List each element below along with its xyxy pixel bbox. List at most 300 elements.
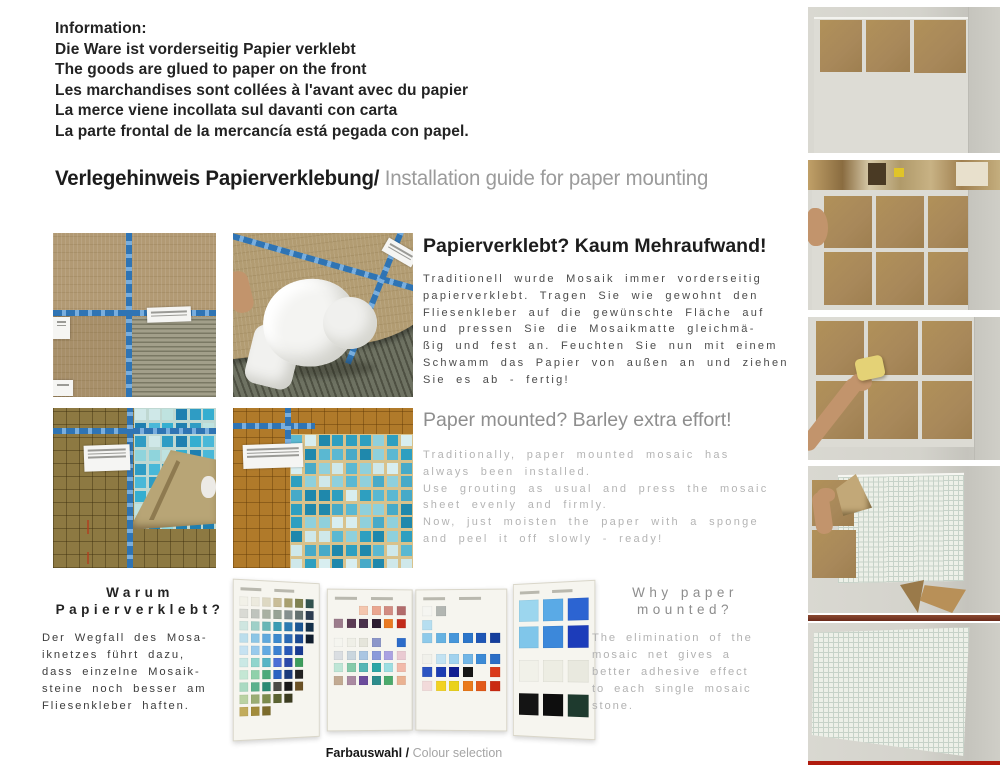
empty-swatch	[489, 606, 499, 616]
caption-en: Colour selection	[412, 746, 503, 760]
color-swatch	[396, 619, 405, 628]
mosaic-tile	[373, 449, 384, 460]
swatch-row	[519, 598, 589, 622]
color-swatch	[384, 619, 393, 628]
color-swatch	[262, 670, 270, 679]
mosaic-tile	[162, 436, 173, 447]
color-swatch	[476, 681, 486, 691]
color-swatch	[489, 667, 499, 677]
mosaic-tile	[346, 504, 357, 515]
text-line: Now, just moisten the paper with a sponge	[423, 516, 759, 529]
mosaic-tile	[203, 409, 214, 420]
mosaic-tile	[319, 559, 330, 568]
color-swatch	[435, 680, 445, 690]
mosaic-tile	[162, 409, 173, 420]
color-swatch	[240, 707, 249, 717]
mosaic-tile	[135, 436, 146, 447]
color-swatch	[273, 622, 281, 631]
color-swatch	[262, 609, 270, 618]
color-swatch	[240, 633, 249, 642]
why-body-de	[42, 630, 242, 715]
mosaic-tile	[135, 409, 146, 420]
fan-spacer	[422, 646, 499, 653]
mosaic-tile	[149, 409, 160, 420]
mosaic-tile	[346, 449, 357, 460]
mosaic-tile	[360, 517, 371, 528]
wall-edge	[968, 7, 969, 153]
mosaic-tile	[346, 476, 357, 487]
text-line: La parte frontal de la mercancía está pegada con papel.	[55, 122, 469, 140]
mosaic-tile	[360, 463, 371, 474]
swatch-row	[422, 667, 499, 677]
color-swatch	[435, 633, 445, 643]
mosaic-tile	[360, 449, 371, 460]
text-line: and peel it off slowly - ready!	[423, 532, 664, 545]
color-swatch	[489, 633, 499, 643]
paper-square	[922, 321, 972, 375]
color-swatch	[240, 596, 249, 606]
mosaic-tile	[305, 517, 316, 528]
tape-vertical	[127, 408, 133, 568]
mosaic-tile	[401, 504, 412, 515]
page-title	[55, 166, 708, 191]
color-swatch	[359, 638, 368, 647]
mosaic-tile	[149, 464, 160, 475]
mosaic-tile	[401, 476, 412, 487]
color-swatch	[422, 680, 432, 690]
mosaic-tile	[360, 559, 371, 568]
color-swatch	[284, 610, 292, 619]
mosaic-tile	[360, 435, 371, 446]
empty-swatch	[346, 606, 355, 615]
color-swatch	[384, 606, 393, 615]
section-heading-en: Paper mounted? Barley extra effort!	[423, 409, 732, 431]
color-swatch	[251, 670, 259, 679]
mosaic-tile	[373, 490, 384, 501]
sheet-label	[53, 317, 70, 339]
color-swatch	[462, 653, 472, 663]
color-swatch	[273, 634, 281, 643]
mosaic-tile	[319, 504, 330, 515]
color-swatch	[295, 658, 303, 667]
photo-wall-step-4	[808, 466, 1000, 613]
photo-wall-step-2	[808, 160, 1000, 310]
color-swatch	[359, 618, 368, 627]
empty-swatch	[306, 705, 314, 714]
color-swatch	[359, 650, 368, 659]
mosaic-tile	[401, 531, 412, 542]
paper-square	[824, 196, 872, 248]
color-swatch	[396, 638, 405, 647]
text-line: always been installed.	[423, 465, 592, 478]
swatch-row	[240, 705, 314, 717]
mosaic-tile	[332, 476, 343, 487]
swatch-row	[422, 680, 499, 690]
empty-swatch	[295, 693, 303, 702]
color-swatch	[384, 663, 393, 672]
color-swatch	[251, 609, 259, 618]
swatch-row	[240, 658, 314, 667]
red-mark	[87, 520, 89, 534]
paper-square	[922, 381, 972, 439]
mosaic-tile	[387, 531, 398, 542]
color-swatch	[240, 695, 249, 704]
mosaic-tile	[346, 545, 357, 556]
color-swatch	[422, 667, 432, 677]
mosaic-tile	[360, 504, 371, 515]
swatch-row	[334, 650, 405, 659]
paper-square	[824, 252, 872, 305]
tape-horizontal	[233, 423, 315, 429]
color-swatch	[462, 633, 472, 643]
mosaic-tile	[319, 517, 330, 528]
color-swatch	[519, 693, 538, 715]
color-swatch	[284, 598, 292, 607]
mosaic-tile	[149, 436, 160, 447]
page-title-de: Verlegehinweis Papierverklebung/	[55, 166, 380, 190]
red-base-line	[808, 761, 1000, 765]
photo-wall-step-3	[808, 317, 1000, 460]
text-line: better adhesive effect	[592, 665, 749, 678]
paper-square	[820, 20, 862, 72]
swatch-row	[240, 693, 314, 704]
color-swatch	[543, 599, 563, 622]
color-swatch	[371, 606, 380, 615]
mosaic-tile	[176, 409, 187, 420]
photo-adhesive-cross	[53, 233, 216, 397]
color-swatch	[284, 658, 292, 667]
swatch-row	[334, 675, 405, 684]
why-body-en	[592, 630, 782, 715]
mosaic-tile	[135, 477, 146, 488]
mosaic-tile	[332, 559, 343, 568]
color-swatch	[306, 599, 314, 608]
color-swatch	[346, 650, 355, 659]
color-swatch	[359, 663, 368, 672]
color-swatch	[262, 694, 270, 703]
mosaic-tile	[305, 490, 316, 501]
color-swatch	[251, 621, 259, 630]
color-swatch	[435, 667, 445, 677]
color-swatch	[240, 646, 249, 655]
swatch-row	[422, 653, 499, 663]
swatch-row	[240, 646, 314, 655]
photo-revealed-mosaic	[233, 408, 413, 568]
paper-square	[868, 381, 918, 439]
mosaic-tile	[305, 463, 316, 474]
mosaic-tile	[319, 476, 330, 487]
color-swatch	[251, 707, 259, 716]
mosaic-tile	[305, 476, 316, 487]
color-swatch	[306, 623, 314, 632]
mosaic-tile	[319, 490, 330, 501]
color-swatch	[568, 598, 589, 621]
mosaic-tile	[332, 449, 343, 460]
color-swatch	[295, 670, 303, 679]
color-swatch	[396, 675, 405, 684]
mosaic-tile	[332, 545, 343, 556]
swatch-row	[519, 660, 589, 683]
mosaic-tile	[149, 450, 160, 461]
color-swatch	[284, 634, 292, 643]
glove-knuckles	[323, 297, 377, 349]
color-swatch	[334, 676, 343, 685]
shelf-edge-line	[808, 615, 1000, 621]
wall-edge	[968, 190, 969, 310]
mosaic-tile	[401, 449, 412, 460]
mosaic-tile	[319, 463, 330, 474]
text-line: La merce viene incollata sul davanti con carta	[55, 102, 398, 120]
mosaic-tile	[291, 490, 302, 501]
color-swatch	[284, 646, 292, 655]
color-swatch	[273, 670, 281, 679]
swatch-row	[240, 670, 314, 680]
empty-swatch	[273, 706, 281, 715]
color-swatch	[543, 626, 563, 648]
colour-fan	[236, 576, 592, 744]
color-swatch	[273, 682, 281, 691]
mosaic-tile	[332, 490, 343, 501]
text-line: Fliesenkleber auf die gewünschte Fläche auf	[423, 306, 765, 319]
empty-swatch	[306, 646, 314, 655]
mosaic-wall-area	[808, 623, 1000, 761]
color-swatch	[396, 663, 405, 672]
color-swatch	[251, 694, 259, 703]
color-swatch	[273, 658, 281, 667]
tape-vertical	[126, 233, 132, 397]
empty-swatch	[334, 606, 343, 615]
text-line: Traditionell wurde Mosaik immer vorderseitig	[423, 273, 763, 285]
swatch-row	[240, 596, 314, 608]
empty-swatch	[306, 681, 314, 690]
mosaic-tile	[387, 476, 398, 487]
color-swatch	[422, 606, 432, 616]
mosaic-tile	[360, 545, 371, 556]
color-swatch	[396, 606, 405, 615]
mosaic-tile	[135, 450, 146, 461]
swatch-row	[334, 606, 405, 615]
mosaic-tile	[387, 463, 398, 474]
photo-wall-step-5	[808, 623, 1000, 761]
red-mark	[87, 552, 89, 564]
text-line: papierverklebt. Tragen Sie wie gewohnt den	[423, 289, 759, 302]
color-swatch	[273, 598, 281, 607]
mosaic-tile	[360, 476, 371, 487]
mosaic-tile	[305, 435, 316, 446]
mosaic-tile	[401, 517, 412, 528]
color-swatch	[295, 599, 303, 608]
text-line: The elimination of the	[592, 632, 753, 644]
mosaic-tile	[346, 559, 357, 568]
text-line: Information:	[55, 20, 147, 37]
color-swatch	[240, 670, 249, 679]
color-swatch	[543, 694, 563, 717]
photo-peel-paper	[53, 408, 216, 568]
color-swatch	[251, 646, 259, 655]
paper-square	[812, 530, 856, 578]
why-heading-de	[42, 584, 238, 618]
caption-de: Farbauswahl /	[325, 746, 413, 760]
swatch-row	[240, 621, 314, 632]
mosaic-tile	[332, 463, 343, 474]
color-swatch	[346, 618, 355, 627]
text-line: Warum	[106, 585, 174, 600]
color-swatch	[295, 646, 303, 655]
mosaic-tile	[319, 545, 330, 556]
paper-square	[876, 252, 924, 305]
mosaic-tile	[305, 545, 316, 556]
color-swatch	[284, 682, 292, 691]
mosaic-tile	[373, 545, 384, 556]
empty-swatch	[384, 638, 393, 647]
color-swatch	[346, 638, 355, 647]
tape-horizontal	[53, 310, 216, 316]
mosaic-tile	[401, 559, 412, 568]
mosaic-tile	[319, 435, 330, 446]
empty-swatch	[476, 667, 486, 677]
color-swatch	[334, 638, 343, 647]
swatch-row	[240, 633, 314, 643]
fan-panel	[415, 589, 506, 732]
color-swatch	[334, 663, 343, 672]
color-swatch	[295, 611, 303, 620]
text-line: Der Wegfall des Mosa-	[42, 632, 208, 644]
mosaic-tile	[305, 504, 316, 515]
mosaic-tile	[346, 517, 357, 528]
fan-panel	[233, 579, 320, 742]
mosaic-tile	[305, 531, 316, 542]
swatch-row	[422, 606, 499, 617]
color-swatch	[334, 618, 343, 627]
color-swatch	[262, 682, 270, 691]
mosaic-tile	[387, 490, 398, 501]
text-line: Sie es ab - fertig!	[423, 373, 570, 386]
mosaic-tile	[401, 490, 412, 501]
hand	[808, 208, 828, 246]
empty-swatch	[476, 619, 486, 629]
text-line: to each single mosaic	[592, 682, 752, 695]
mosaic-tile	[373, 476, 384, 487]
swatch-row	[422, 633, 499, 643]
empty-swatch	[306, 670, 314, 679]
fan-panel	[513, 580, 595, 740]
color-swatch	[240, 682, 249, 691]
mosaic-area	[290, 434, 413, 568]
color-swatch	[262, 622, 270, 631]
color-swatch	[273, 610, 281, 619]
color-swatch	[396, 651, 405, 660]
color-swatch	[519, 626, 538, 648]
mosaic-tile	[332, 435, 343, 446]
color-swatch	[334, 650, 343, 659]
sheet-label	[53, 380, 73, 396]
mosaic-tile	[401, 435, 412, 446]
color-swatch	[359, 676, 368, 685]
mosaic-tile	[305, 559, 316, 568]
mosaic-tile	[387, 435, 398, 446]
color-swatch	[251, 658, 259, 667]
color-swatch	[422, 620, 432, 630]
empty-swatch	[462, 606, 472, 616]
mosaic-tile	[373, 559, 384, 568]
paper-square	[928, 196, 968, 248]
mosaic-tile	[291, 531, 302, 542]
mosaic-tile	[291, 545, 302, 556]
swatch-row	[334, 618, 405, 627]
paper-square	[876, 196, 924, 248]
color-swatch	[568, 694, 589, 717]
wall-edge	[974, 317, 975, 460]
color-swatch	[449, 654, 459, 664]
swatch-row	[240, 609, 314, 620]
paper-square	[928, 252, 968, 305]
color-swatch	[422, 633, 432, 643]
text-line: Fliesenkleber haften.	[42, 699, 190, 712]
color-swatch	[435, 654, 445, 664]
section-body-en	[423, 447, 779, 548]
empty-swatch	[306, 693, 314, 702]
sheet-label	[84, 444, 131, 472]
color-swatch	[306, 634, 314, 643]
color-swatch	[240, 609, 249, 618]
tape-horizontal	[53, 428, 216, 434]
empty-swatch	[476, 606, 486, 616]
color-swatch	[422, 654, 432, 664]
shelf-box	[894, 168, 904, 177]
mosaic-tile	[360, 490, 371, 501]
mosaic-tile	[401, 545, 412, 556]
color-swatch	[346, 676, 355, 685]
mosaic-tile	[291, 476, 302, 487]
color-swatch	[359, 606, 368, 615]
mosaic-tile	[373, 517, 384, 528]
color-swatch	[384, 651, 393, 660]
empty-swatch	[306, 658, 314, 667]
text-line: mounted?	[636, 602, 734, 617]
mosaic-tile	[291, 504, 302, 515]
mosaic-tile	[346, 463, 357, 474]
color-swatch	[371, 663, 380, 672]
text-line: Papierverklebt?	[55, 602, 225, 617]
color-swatch	[519, 660, 538, 682]
color-swatch	[240, 621, 249, 630]
fingers	[817, 488, 835, 502]
text-line: The goods are glued to paper on the front	[55, 61, 367, 79]
color-swatch	[284, 622, 292, 631]
color-swatch	[489, 681, 499, 691]
swatch-row	[240, 681, 314, 691]
color-swatch	[295, 622, 303, 631]
color-swatch	[462, 667, 472, 677]
text-line: ßig und fest an. Feuchten Sie nun mit einem	[423, 340, 778, 353]
color-swatch	[306, 611, 314, 620]
text-line: stone.	[592, 699, 634, 712]
color-swatch	[295, 634, 303, 643]
mosaic-tile	[332, 531, 343, 542]
color-swatch	[543, 660, 563, 682]
empty-swatch	[435, 620, 445, 630]
mosaic-tile	[387, 449, 398, 460]
empty-swatch	[449, 606, 459, 616]
section-heading-de: Papierverklebt? Kaum Mehraufwand!	[423, 235, 767, 257]
mosaic-tile	[319, 531, 330, 542]
color-swatch	[568, 660, 589, 683]
fan-panel	[327, 589, 412, 732]
sheet-label	[147, 306, 191, 323]
colour-selection-caption	[236, 746, 592, 760]
mosaic-tile	[387, 517, 398, 528]
text-line: iknetzes führt dazu,	[42, 648, 186, 661]
